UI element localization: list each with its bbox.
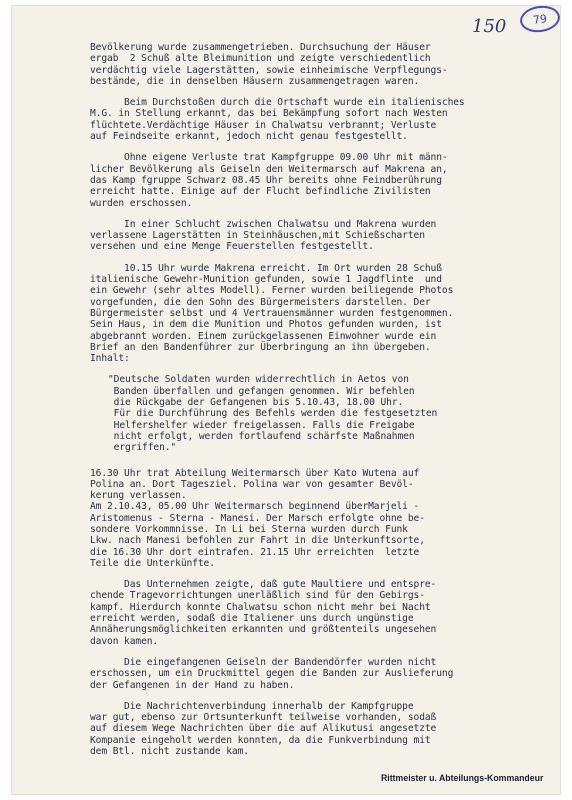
document-body — [90, 42, 560, 767]
paragraph — [90, 701, 560, 757]
text-line: Sein Haus, in dem die Munition und Photos gefunden wurden, ist — [90, 319, 442, 331]
paragraph — [90, 219, 560, 253]
text-line: bestände, die in denselben Häusern zusammengetragen waren. — [90, 75, 420, 87]
text-line: Am 2.10.43, 05.00 Uhr Weitermarsch beginnend überMarjeli - — [90, 501, 420, 513]
text-line: Helfershelfer wieder freigelassen. Falls die Freigabe — [108, 419, 415, 431]
text-line: Kompanie eingeholt werden konnten, da die Funkverbindung mit — [90, 734, 431, 746]
text-line: Banden überfallen und gefangen genommen. Wir befehlen — [108, 385, 415, 397]
text-line: war gut, ebenso zur Ortsunterkunft teilweise vorhanden, sodaß — [90, 712, 437, 724]
paragraph — [90, 579, 560, 647]
text-line: Teile die Unterkünfte. — [90, 557, 215, 569]
text-line: Die Nachrichtenverbindung innerhalb der Kampfgruppe — [90, 700, 414, 712]
signature-line: Rittmeister u. Abteilungs-Kommandeur — [381, 773, 544, 784]
text-line: Brief an den Bandenführer zur Überbringung an ihn übergeben. — [90, 341, 431, 353]
text-line: italienische Gewehr-Munition gefunden, sowie 1 Jagdflinte und — [90, 274, 442, 286]
text-line: Aristomenus - Sterna - Manesi. Der Marsch erfolgte ohne be- — [90, 512, 425, 524]
text-line: kampf. Hierdurch konnte Chalwatsu schon nicht mehr bei Nacht — [90, 601, 431, 613]
text-line: der Gefangenen in der Hand zu haben. — [90, 679, 295, 691]
text-line: Ohne eigene Verluste trat Kampfgruppe 09.00 Uhr mit männ- — [90, 152, 448, 164]
paragraph — [90, 468, 560, 570]
document-page — [12, 6, 560, 794]
text-line: das Kamp fgruppe Schwarz 08.45 Uhr bereits ohne Feindberührung — [90, 174, 442, 186]
text-line: Bürgermeister selbst und 4 Vertrauensmänner wurden festgenommen. — [90, 307, 454, 319]
text-line: versehen und eine Menge Feuerstellen festgestellt. — [90, 241, 374, 253]
text-line: Beim Durchstoßen durch die Ortschaft wurde ein italienisches — [90, 97, 465, 109]
paragraph — [90, 152, 560, 208]
text-line: licher Bevölkerung als Geiseln den Weitermarsch auf Makrena an, — [90, 163, 448, 175]
paragraph — [90, 263, 560, 365]
text-line: erreicht hatte. Einige auf der Flucht befindliche Zivilisten — [90, 186, 431, 198]
text-line: verdächtig viele Lagerstätten, sowie einheimische Verpflegungs- — [90, 64, 448, 76]
text-line: abgebrannt worden. Einem zurückgelassenen Einwohner wurde ein — [90, 330, 437, 342]
text-line: nicht erfolgt, werden fortlaufend schärfste Maßnahmen — [108, 430, 415, 442]
quoted-letter — [108, 374, 560, 453]
text-line: In einer Schlucht zwischen Chalwatsu und Makrena wurden — [90, 218, 437, 230]
text-line: M.G. in Stellung erkannt, das bei Bekämpfung sofort nach Westen — [90, 108, 448, 120]
paragraph — [90, 42, 560, 87]
text-line: Für die Durchführung des Befehls werden die festgesetzten — [108, 408, 438, 420]
text-line: Bevölkerung wurde zusammengetrieben. Durchsuchung der Häuser — [90, 42, 431, 53]
text-line: wurden erschossen. — [90, 197, 193, 209]
text-line: vorgefunden, die den Sohn des Bürgermeisters darstellen. Der — [90, 296, 431, 308]
text-line: Das Unternehmen zeigte, daß gute Maultiere und entspre- — [90, 579, 437, 591]
text-line: 16.30 Uhr trat Abteilung Weitermarsch über Kato Wutena auf — [90, 467, 420, 479]
text-line: "Deutsche Soldaten wurden widerrechtlich in Aetos von — [108, 374, 409, 386]
text-line: erschossen, um ein Druckmittel gegen die Banden zur Auslieferung — [90, 668, 454, 680]
text-line: erreicht werden, sodaß die Italiener uns durch ungünstige — [90, 613, 414, 625]
text-line: Inhalt: — [90, 353, 130, 365]
text-line: die 16.30 Uhr dort eintrafen. 21.15 Uhr erreichten letzte — [90, 546, 420, 558]
text-line: auf diesem Wege Nachrichten über die auf Alikutusi angesetzte — [90, 723, 437, 735]
archive-stamp: 79 — [518, 6, 560, 35]
text-line: sondere Vorkommnisse. In Li bei Sterna wurden durch Funk — [90, 523, 408, 535]
text-line: kerung verlassen. — [90, 490, 187, 502]
text-line: die Rückgabe der Gefangenen bis 5.10.43, 18.00 Uhr. — [108, 397, 404, 409]
text-line: ergriffen." — [108, 442, 177, 454]
text-line: chende Tragevorrichtungen unerläßlich sind für den Gebirgs- — [90, 590, 425, 602]
text-line: 10.15 Uhr wurde Makrena erreicht. Im Ort wurden 28 Schuß — [90, 262, 442, 274]
text-line: Annäherungsmöglichkeiten erkannten und größtenteils ungesehen — [90, 624, 437, 636]
text-line: verlassene Lagerstätten in Steinhäuschen,mit Schießscharten — [90, 230, 425, 242]
text-line: Polina an. Dort Tagesziel. Polina war von gesamter Bevöl- — [90, 478, 414, 490]
paragraph — [90, 657, 560, 691]
page-number: 150 — [472, 16, 507, 37]
text-line: ein Gewehr (sehr altes Modell). Ferner wurden beiliegende Photos — [90, 285, 454, 297]
text-line: Die eingefangenen Geiseln der Bandendörfer wurden nicht — [90, 656, 437, 668]
text-line: Lkw. nach Manesi befohlen zur Fahrt in die Unterkunftsorte, — [90, 535, 425, 547]
text-line: davon kamen. — [90, 635, 159, 647]
paragraph — [90, 97, 560, 142]
text-line: flüchtete.Verdächtige Häuser in Chalwatsu verbrannt; Verluste — [90, 119, 437, 131]
text-line: ergab 2 Schuß alte Bleimunition und zeigte verschiedentlich — [90, 53, 431, 65]
text-line: dem Btl. nicht zustande kam. — [90, 746, 249, 758]
text-line: auf Feindseite erkannt, jedoch nicht genau festgestellt. — [90, 131, 408, 143]
